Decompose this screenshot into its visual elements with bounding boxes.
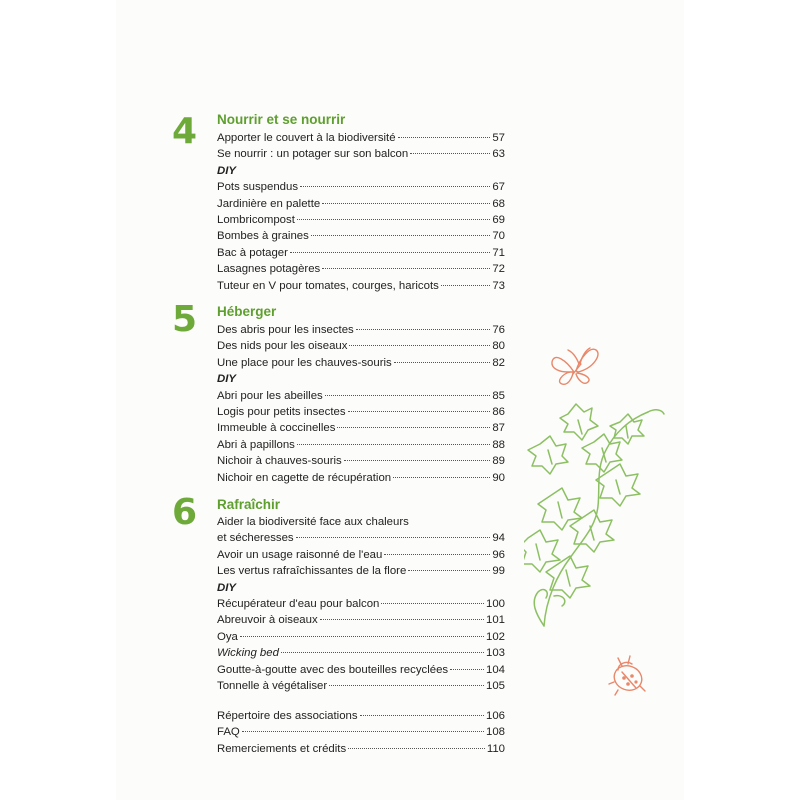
dot-leader: [450, 669, 484, 670]
page-number: 102: [485, 630, 505, 643]
page-number: 89: [492, 455, 505, 468]
diy-label: DIY: [217, 581, 236, 594]
entry-label: Tonnelle à végétaliser: [217, 679, 328, 692]
page-number: 99: [492, 565, 505, 578]
dot-leader: [296, 537, 491, 538]
dot-leader: [349, 345, 490, 346]
entry-list: [217, 322, 505, 486]
toc-entry: [217, 212, 505, 228]
entry-label: Aider la biodiversité face aux chaleurs: [217, 516, 409, 528]
entry-label: Abreuvoir à oiseaux: [217, 614, 318, 627]
page-number: 70: [492, 230, 505, 243]
page-number: 68: [492, 197, 505, 210]
page-number: 90: [492, 471, 505, 484]
dot-leader: [348, 411, 491, 412]
page-number: 101: [485, 614, 505, 627]
diy-subheading: [217, 163, 505, 179]
dot-leader: [281, 652, 484, 653]
dot-leader: [290, 252, 490, 253]
book-page: [116, 0, 684, 800]
dot-leader: [410, 153, 490, 154]
page-number: 96: [492, 548, 505, 561]
dot-leader: [322, 268, 490, 269]
entry-label: Nichoir en cagette de récupération: [217, 471, 392, 484]
dot-leader: [300, 186, 490, 187]
toc-entry: [217, 388, 505, 404]
page-number: 110: [486, 742, 505, 755]
toc-entry: [217, 629, 505, 645]
entry-label: Bombes à graines: [217, 230, 309, 243]
page-number: 87: [492, 422, 505, 435]
page-number: 57: [492, 132, 505, 144]
entry-label: FAQ: [217, 726, 240, 739]
diy-subheading: [217, 371, 505, 387]
section-number: 5: [172, 299, 198, 340]
page-number: 80: [492, 340, 505, 353]
entry-label: Remerciements et crédits: [217, 742, 347, 755]
entry-label: Tuteur en V pour tomates, courges, haricots: [217, 279, 439, 292]
page-number: 69: [492, 213, 505, 226]
section-title: Rafraîchir: [217, 497, 281, 512]
entry-label: Wicking bed: [217, 647, 279, 660]
page-number: 94: [492, 532, 505, 545]
dot-leader: [408, 570, 490, 571]
toc-entry: [217, 261, 505, 277]
entry-label: Récupérateur d'eau pour balcon: [217, 597, 380, 610]
diy-label: DIY: [217, 164, 236, 177]
toc-entry: [217, 547, 505, 563]
toc-entry: [217, 724, 505, 740]
entry-label: et sécheresses: [217, 532, 294, 545]
page-number: 63: [492, 148, 505, 161]
dot-leader: [344, 460, 491, 461]
entry-label: Avoir un usage raisonné de l'eau: [217, 548, 383, 561]
entry-label: Des nids pour les oiseaux: [217, 340, 348, 353]
diy-label: DIY: [217, 373, 236, 386]
section-title: Héberger: [217, 304, 277, 319]
page-number: 86: [492, 405, 505, 418]
dot-leader: [240, 636, 484, 637]
page-number: 105: [485, 679, 505, 692]
diy-subheading: [217, 580, 505, 596]
dot-leader: [394, 362, 491, 363]
page-number: 71: [492, 246, 505, 259]
entry-label: Des abris pour les insectes: [217, 324, 354, 336]
entry-label: Logis pour petits insectes: [217, 405, 346, 418]
ladybug-illustration: [606, 652, 652, 698]
toc-entry: [217, 612, 505, 628]
entry-label: Oya: [217, 630, 238, 643]
dot-leader: [441, 285, 491, 286]
appendix-list: [217, 708, 505, 757]
page-number: 67: [492, 181, 505, 194]
page-number: 106: [485, 710, 505, 722]
dot-leader: [398, 137, 491, 138]
page-number: 100: [485, 597, 505, 610]
dot-leader: [329, 685, 484, 686]
dot-leader: [337, 427, 490, 428]
dot-leader: [325, 395, 491, 396]
dot-leader: [356, 329, 491, 330]
entry-label: Bac à potager: [217, 246, 288, 259]
dot-leader: [242, 731, 484, 732]
page-number: 85: [492, 389, 505, 402]
dot-leader: [381, 603, 484, 604]
toc-entry: [217, 146, 505, 162]
dot-leader: [322, 203, 490, 204]
toc-entry: [217, 596, 505, 612]
dot-leader: [297, 219, 490, 220]
dot-leader: [297, 444, 490, 445]
toc-entry: [217, 662, 505, 678]
page-number: 103: [485, 647, 505, 660]
entry-label: Lombricompost: [217, 213, 295, 226]
toc-entry: [217, 645, 505, 661]
page-number: 108: [485, 726, 505, 739]
entry-label: Une place pour les chauves-souris: [217, 356, 392, 369]
toc-entry: [217, 437, 505, 453]
dot-leader: [320, 619, 484, 620]
ivy-vine-illustration: [524, 398, 674, 630]
toc-entry: [217, 404, 505, 420]
toc-entry: [217, 514, 505, 530]
entry-label: Les vertus rafraîchissantes de la flore: [217, 565, 407, 578]
toc-entry: [217, 228, 505, 244]
entry-label: Immeuble à coccinelles: [217, 422, 336, 435]
entry-label: Jardinière en palette: [217, 197, 321, 210]
toc-entry: [217, 355, 505, 371]
toc-entry: [217, 278, 505, 294]
entry-label: Goutte-à-goutte avec des bouteilles recyclées: [217, 663, 449, 676]
toc-entry: [217, 420, 505, 436]
entry-label: Abri pour les abeilles: [217, 389, 323, 402]
toc-entry: [217, 741, 505, 757]
toc-entry: [217, 196, 505, 212]
entry-label: Apporter le couvert à la biodiversité: [217, 132, 396, 144]
page-number: 76: [492, 324, 505, 336]
entry-label: Lasagnes potagères: [217, 263, 321, 276]
entry-label: Pots suspendus: [217, 181, 299, 194]
toc-entry: [217, 338, 505, 354]
toc-entry: [217, 708, 505, 724]
toc-entry: [217, 245, 505, 261]
butterfly-illustration: [546, 342, 606, 390]
entry-label: Abri à papillons: [217, 438, 295, 451]
toc-entry: [217, 130, 505, 146]
section-number: 4: [172, 111, 198, 152]
entry-list: [217, 130, 505, 294]
toc-entry: [217, 470, 505, 486]
dot-leader: [348, 748, 485, 749]
section-title: Nourrir et se nourrir: [217, 112, 346, 127]
dot-leader: [311, 235, 491, 236]
toc-entry: [217, 453, 505, 469]
entry-label: Nichoir à chauves-souris: [217, 455, 342, 468]
toc-entry: [217, 678, 505, 694]
dot-leader: [384, 554, 490, 555]
section-number: 6: [172, 492, 198, 533]
entry-label: Se nourrir : un potager sur son balcon: [217, 148, 409, 161]
page-number: 104: [485, 663, 505, 676]
page-number: 73: [492, 279, 505, 292]
dot-leader: [393, 477, 490, 478]
page-number: 82: [492, 356, 505, 369]
dot-leader: [360, 715, 484, 716]
entry-list: [217, 514, 505, 694]
toc-entry: [217, 322, 505, 338]
page-number: 72: [492, 263, 505, 276]
toc-entry: [217, 530, 505, 546]
entry-label: Répertoire des associations: [217, 710, 358, 722]
page-number: 88: [492, 438, 505, 451]
toc-entry: [217, 563, 505, 579]
toc-entry: [217, 179, 505, 195]
